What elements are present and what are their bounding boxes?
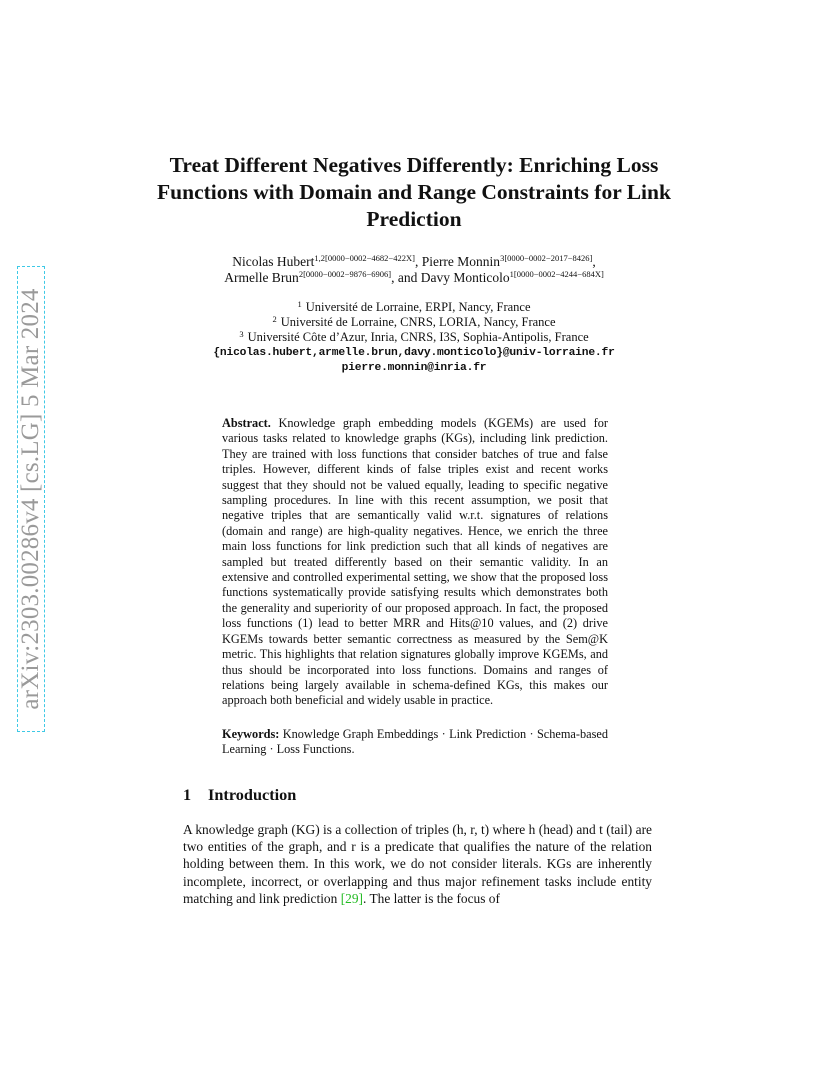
author-name: Armelle Brun [224,270,299,285]
paragraph-text: A knowledge graph (KG) is a collection of triples (h, r, t) where h (head) and t (tail) are two entities of the graph, and r is a predicate that qualifies the nature of the relation holding between them. In this work, we do not consider literals. KGs are inherently incomplete, incorrect, or overlapping and thus major refinement tasks include entity matching and link prediction [183,822,652,906]
affiliation [150,330,678,345]
paper-title: Treat Different Negatives Differently: Enriching Loss Functions with Domain and Range Constraints for Link Prediction [157,153,671,231]
keywords-label: Keywords: [222,727,280,741]
affiliation [150,300,678,315]
keywords [222,727,608,758]
introduction-paragraph [183,821,652,907]
affiliation-number: 2 [272,314,277,324]
author-separator: , [592,254,596,269]
author-affiliation-orcid: 2[0000−0002−9876−6906] [298,269,392,279]
affiliation-number: 3 [239,329,244,339]
keywords-text: Knowledge Graph Embeddings · Link Prediction · Schema-based Learning · Loss Functions. [222,727,608,757]
author-email: {nicolas.hubert,armelle.brun,davy.monticolo}@univ-lorraine.fr [213,347,615,359]
author-separator: , [414,254,422,269]
author-name: Davy Monticolo [420,270,510,285]
author-separator: , and [391,270,421,285]
abstract-label: Abstract. [222,416,271,430]
affiliation-text: Université Côte d’Azur, Inria, CNRS, I3S, Sophia-Antipolis, France [247,330,589,344]
author-affiliation-orcid: 1,2[0000−0002−4682−422X] [314,253,415,263]
author-email: pierre.monnin@inria.fr [341,362,487,374]
author-name: Nicolas Hubert [232,254,315,269]
arxiv-identifier: arXiv:2303.00286v4 [cs.LG] 5 Mar 2024 [17,288,44,710]
affiliation-number: 1 [297,299,302,309]
affiliation [150,315,678,330]
section-heading [183,785,296,805]
author-affiliation-orcid: 1[0000−0002−4244−684X] [509,269,604,279]
abstract [222,416,608,709]
section-number: 1 [183,785,192,804]
author-affiliation-orcid: 3[0000−0002−2017−8426] [500,253,593,263]
paragraph-text: . The latter is the focus of [363,890,500,906]
citation-link[interactable]: [29] [340,890,363,906]
abstract-text: Knowledge graph embedding models (KGEMs) are used for various tasks related to knowledge graphs (KGs), including link prediction. They are trained with loss functions that consider batches of true and false triples. However, different kinds of false triples exist and recent works suggest that they should not be valued equally, leading to specific negative sampling procedures. In line with this recent assumption, we posit that negative triples that are semantically valid w.r.t. signatures of relations (domain and range) are high-quality negatives. Hence, we enrich the three main loss functions for link prediction such that all kinds of negatives are sampled but treated differently based on their semantic validity. In an extensive and controlled experimental setting, we show that the proposed loss functions systematically provide satisfying results which demonstrates both the generality and superiority of our proposed approach. In fact, the proposed loss functions (1) lead to better MRR and Hits@10 values, and (2) drive KGEMs towards better semantic correctness as measured by the Sem@K metric. This highlights that relation signatures globally improve KGEMs, and thus should be incorporated into loss functions. Domains and ranges of relations being largely available in schema-defined KGs, this makes our approach both beneficial and widely usable in practice. [222,416,608,708]
affiliation-text: Université de Lorraine, ERPI, Nancy, France [305,300,531,314]
affiliation-text: Université de Lorraine, CNRS, LORIA, Nancy, France [280,315,556,329]
section-title: Introduction [208,785,297,804]
authors-line [150,269,678,287]
author-name: Pierre Monnin [421,254,501,269]
